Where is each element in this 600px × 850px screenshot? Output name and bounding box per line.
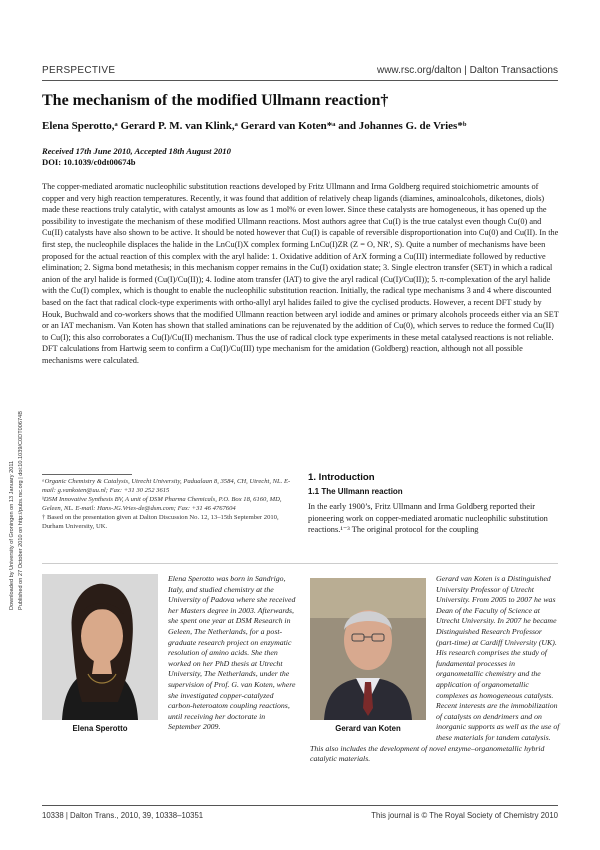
affiliation-footnotes <box>42 478 292 533</box>
footer-divider <box>42 805 558 806</box>
abstract <box>42 181 560 367</box>
bio-paragraph-van-koten: Gerard van Koten is a Distinguished University Professor of Utrecht University. From 2005 to 2007 he was Dean of the Faculty of Science at Utrecht University. In 2007 he became Distinguished Research Professor (part-time) at Cardiff University (UK). His research comprises the study of fundamental processes in organometallic chemistry and the application of organometallic complexes as homogeneous catalysts. Recent interests are the immobilization of catalysts on dendrimers and on inorganic supports as well as the use of these materials for tandem catalysis. This also includes the development of novel enzyme–organometallic hybrid catalytic materials. <box>310 574 560 764</box>
bio-text-sperotto <box>42 574 296 738</box>
doi-link[interactable]: DOI: 10.1039/c0dt00674b <box>42 157 136 167</box>
footnote-b: ᵇDSM Innovative Synthesis BV, A unit of DSM Pharma Chemicals, P.O. Box 18, 6160, MD, Geleen, NL. E-mail: Hans-JG.Vries-de@dsm.com; Fax: +31 46 4767604 <box>42 496 282 512</box>
downloaded-note: Downloaded by University of Groningen on 13 January 2011 <box>9 460 15 610</box>
section-heading: 1. Introduction <box>308 472 375 483</box>
article-title: The mechanism of the modified Ullmann reaction† <box>42 92 389 109</box>
footnote-dagger: † Based on the presentation given at Dalton Discussion No. 12, 13–15th September 2010, Durham University, UK. <box>42 514 279 530</box>
subsection-heading: 1.1 The Ullmann reaction <box>308 487 403 496</box>
page-citation: 10338 | Dalton Trans., 2010, 39, 10338–10351 <box>42 811 204 820</box>
journal-link[interactable]: www.rsc.org/dalton | Dalton Transactions <box>376 65 558 76</box>
section-label: PERSPECTIVE <box>42 65 116 76</box>
published-note: Published on 27 October 2010 on http://pubs.rsc.org | doi:10.1039/C0DT00674B <box>18 411 24 610</box>
photo-wrap-spacer <box>310 574 436 738</box>
bio-divider <box>42 563 558 564</box>
header-divider <box>42 80 558 81</box>
bio-text-van-koten <box>310 574 560 765</box>
copyright-notice: This journal is © The Royal Society of Chemistry 2010 <box>371 811 558 820</box>
received-dates: Received 17th June 2010, Accepted 18th August 2010 <box>42 146 231 156</box>
bio-name-sperotto: Elena Sperotto <box>72 724 128 733</box>
introduction <box>308 472 560 536</box>
abstract-text: The copper-mediated aromatic nucleophilic substitution reactions developed by Fritz Ullmann and Irma Goldberg required stoichiometric amounts of copper and very high reaction temperatures. Recently, it was found that addition of relatively cheap ligands (diamines, aminoalcohols, diketones, diols) made these reactions truly catalytic, with catalyst amounts as low as 1 mol% or even lower. Since these catalysts are homogeneous, it has opened up the possibility to investigate the mechanism of these modified Ullmann reactions. Most authors agree that Cu(I) is the true catalyst even though Cu(0) and Cu(II) catalysts have also shown to be active. It should be noted however that Cu(I) is capable of reversible disproportionation into Cu(0) and Cu(II). In the first step, the nucleophile displaces the halide in the LnCu(I)X complex forming LnCu(I)ZR (Z = O, NR′, S). Quite a number of mechanisms have been proposed for the actual reaction of this complex with the aryl halide: 1. Oxidative addition of ArX forming a Cu(III) intermediate followed by reductive elimination; 2. Sigma bond metathesis; in this mechanism copper remains in the Cu(I) oxidation state; 3. Single electron transfer (SET) in which a radical anion of the aryl halide is formed (Cu(I)/Cu(II)); 4. Iodine atom transfer (IAT) to give the aryl radical (Cu(I)/Cu(II)); 5. π-complexation of the aryl halide with the Cu(I) complex, which is thought to enable the nucleophilic substitution reaction. Initially, the radical type mechanisms 3 and 4 where discounted based on the fact that radical clock-type experiments with ortho-allyl aryl halides failed to give the cyclised products. However, a recent DFT study by Houk, Buchwald and co-workers shows that the modified Ullmann reaction between aryl iodide and amines or primary alcohols proceeds either via an SET or an IAT mechanism. Van Koten has shown that stalled aminations can be rejuvenated by the addition of Cu(0), which serves to reduce the formed Cu(II) to Cu(I); this also corroborates a Cu(I)/Cu(II) mechanism. Thus the use of radical clock type experiments in these metal catalysed reactions is not reliable. DFT calculations from Hartwig seem to confirm a Cu(I)/Cu(III) type mechanism for the amidation (Goldberg) reaction, although not all possible mechanisms were calculated. <box>42 182 559 365</box>
bio-name-van-koten: Gerard van Koten <box>335 724 401 733</box>
photo-wrap-spacer <box>42 574 168 738</box>
bio-paragraph-sperotto: Elena Sperotto was born in Sandrigo, Italy, and studied chemistry at the University of Padova where she received her Masters degree in 2003. Afterwards, she spent one year at DSM Research in Geleen, The Netherlands, for a post-graduate research project on enzymatic resolution of amino acids. She then worked on her PhD thesis at Utrecht University, The Netherlands, under the supervision of Prof. G. van Koten, where she investigated copper-catalyzed carbon-heteroatom coupling reactions, until receiving her doctorate in September 2009. <box>168 574 296 732</box>
footnote-a: ᵃOrganic Chemistry & Catalysis, Utrecht University, Padualaan 8, 3584, CH, Utrecht, NL. E-mail: g.vankoten@uu.nl; Fax: +31 30 252 3615 <box>42 478 291 494</box>
footnote-divider <box>42 474 132 475</box>
intro-text: In the early 1900’s, Fritz Ullmann and Irma Goldberg reported their pioneering work on copper-mediated aromatic nucleophilic substitution reactions.¹⁻³ The original protocol for the coupling <box>308 502 548 535</box>
author-list: Elena Sperotto,ᵃ Gerard P. M. van Klink,ᵃ Gerard van Koten*ᵃ and Johannes G. de Vries*ᵇ <box>42 120 467 132</box>
